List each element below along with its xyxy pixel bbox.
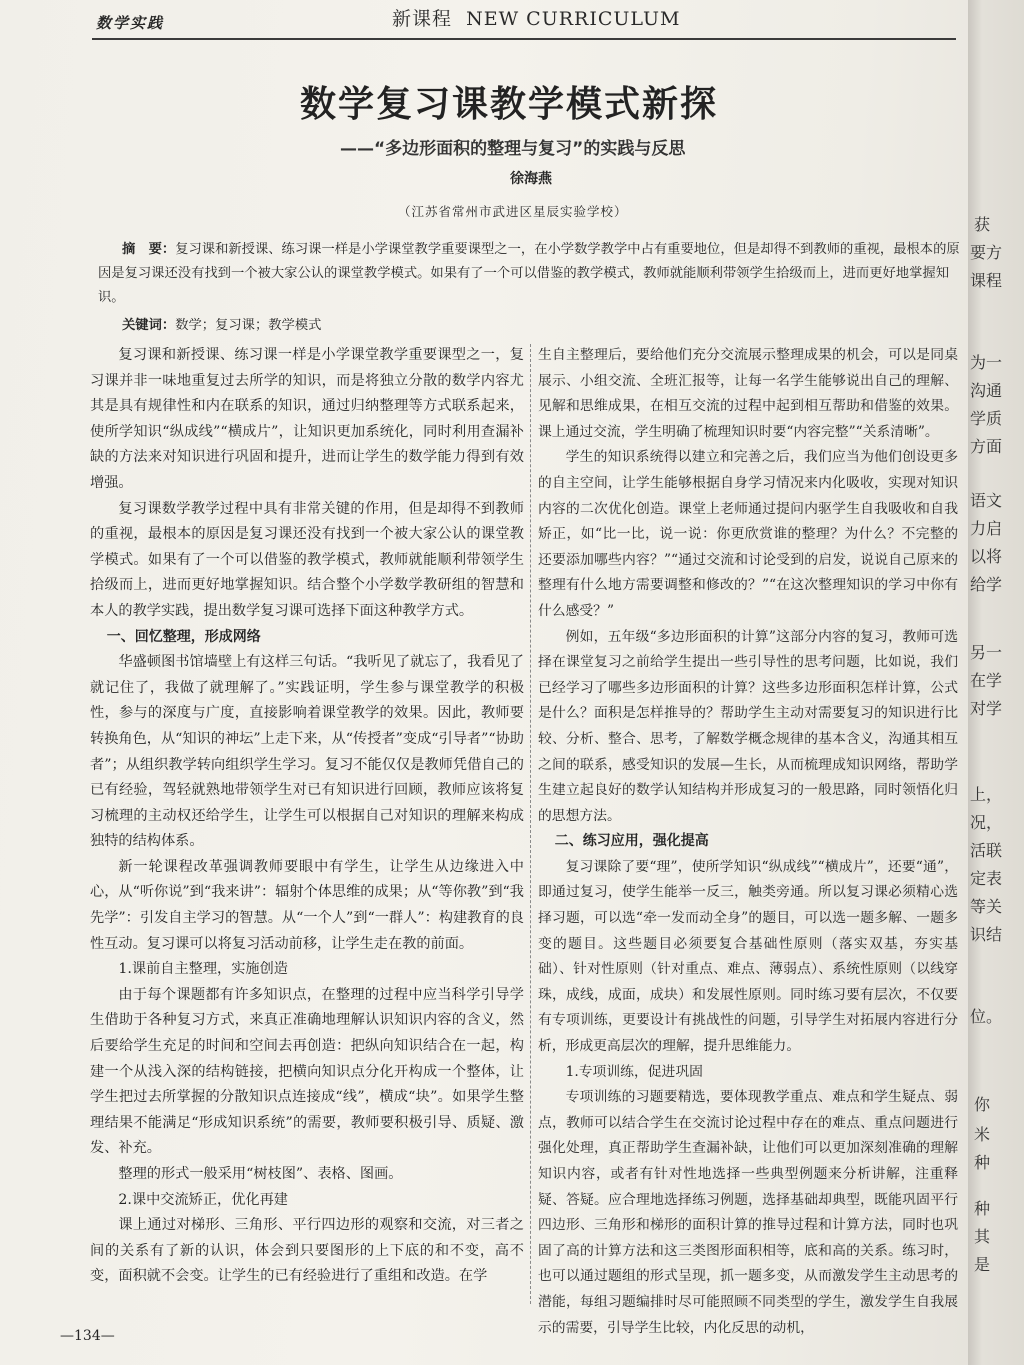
body-paragraph: 复习课和新授课、练习课一样是小学课堂教学重要课型之一，复习课并非一味地重复过去所学的知识，而是将独立分散的数学内容尤其是具有规律性和内在联系的知识，通过归纳整理等方式联系起来，使所学知识“纵成线”“横成片”，让知识更加系统化，同时利用查漏补缺的方法来对知识进行巩固和提升，进而让学生的数学能力得到有效增强。 — [90, 347, 524, 491]
body-paragraph: 华盛顿图书馆墙壁上有这样三句话。“我听见了就忘了，我看见了就记住了，我做了就理解了。”实践证明，学生参与课堂教学的积极性，参与的深度与广度，直接影响着课堂教学的效果。因此，教师要转换角色，从“知识的神坛”上走下来，从“传授者”变成“引导者”“协助者”；从组织教学转向组织学生学习。复习不能仅仅是教师凭借自己的已有经验，驾轻就熟地带领学生对已有知识进行回顾，教师应该将复习梳理的主动权还给学生，让学生可以根据自己对知识的理解来构成独特的结构体系。 — [90, 654, 524, 850]
article-title: 数学复习课教学模式新探 — [300, 84, 719, 125]
journal-header — [392, 4, 680, 31]
adjacent-page-text: 种 — [974, 1153, 991, 1172]
abstract-text: 复习课和新授课、练习课一样是小学课堂教学重要课型之一，在小学数学教学中占有重要地位，但是却得不到教师的重视，最根本的原因是复习课还没有找到一个被大家公认的课堂教学模式。如果有了一个可以借鉴的教学模式，教师就能顺利带领学生拾级而上，进而更好地掌握知识。 — [98, 242, 960, 305]
body-paragraph: 由于每个课题都有许多知识点，在整理的过程中应当科学引导学生借助于各种复习方式，来真正准确地理解认识知识内容的含义，然后要给学生充足的时间和空间去再创造：把纵向知识结合在一起，构建一个从浅入深的结构链接，把横向知识点分化开构成一个整体，让学生把过去所掌握的分散知识点连接成“线”，横成“块”。如果学生整理结果不能满足“形成知识系统”的需要，教师要积极引导、质疑、激发、补充。 — [90, 986, 524, 1157]
right-column — [538, 343, 958, 1341]
left-column — [90, 343, 524, 1290]
adjacent-page-text: 力启 — [970, 519, 1003, 538]
page-number: —134— — [60, 1328, 115, 1344]
body-paragraph: 生自主整理后，要给他们充分交流展示整理成果的机会，可以是同桌展示、小组交流、全班汇报等，让每一名学生能够说出自己的理解、见解和思维成果，在相互交流的过程中起到相互帮助和借鉴的效果。课上通过交流，学生明确了梳理知识时要“内容完整”“关系清晰”。 — [538, 347, 958, 440]
adjacent-page-text: 是 — [974, 1255, 991, 1274]
body-paragraph: 例如，五年级“多边形面积的计算”这部分内容的复习，教师可选择在课堂复习之前给学生提出一些引导性的思考问题，比如说，我们已经学习了哪些多边形面积的计算？这些多边形面积怎样计算，公式是什么？面积是怎样推导的？帮助学生主动对需要复习的知识进行比较、分析、整合、思考，了解数学概念规律的基本含义，沟通其相互之间的联系，感受知识的发展—生长，从而梳理成知识网络，帮助学生建立起良好的数学认知结构并形成复习的一般思路，同时领悟化归的思想方法。 — [538, 628, 958, 824]
adjacent-page-text: 给学 — [970, 575, 1003, 594]
keywords — [122, 314, 321, 333]
adjacent-page-text: 沟通 — [970, 381, 1003, 400]
section-heading: 二、练习应用，强化提高 — [554, 833, 709, 850]
subsection-heading: 2.课中交流矫正，优化再建 — [118, 1191, 288, 1208]
adjacent-page-text: 对学 — [970, 699, 1003, 718]
adjacent-page-text: 识结 — [970, 925, 1003, 944]
section-label: 数学实践 — [96, 14, 165, 32]
abstract — [98, 238, 960, 310]
adjacent-page-text: 其 — [974, 1227, 991, 1246]
adjacent-page-text: 定表 — [970, 869, 1003, 888]
body-paragraph: 新一轮课程改革强调教师要眼中有学生，让学生从边缘进入中心，从“听你说”到“我来讲”：辐射个体思维的成果；从“等你教”到“我先学”：引发自主学习的智慧。从“一个人”到“一群人”：构建教育的良性互动。复习课可以将复习活动前移，让学生走在教的前面。 — [90, 858, 524, 952]
adjacent-page-text: 等关 — [970, 897, 1003, 916]
adjacent-page-text: 上， — [970, 785, 1003, 804]
adjacent-page-text: 课程 — [970, 271, 1003, 290]
article-subtitle: ——“多边形面积的整理与复习”的实践与反思 — [340, 139, 686, 159]
adjacent-page-text: 活联 — [970, 841, 1003, 860]
body-paragraph: 复习课数学教学过程中具有非常关键的作用，但是却得不到教师的重视，最根本的原因是复习课还没有找到一个被大家公认的课堂教学模式。如果有了一个可以借鉴的教学模式，教师就能顺利带领学生拾级而上，进而更好地掌握知识。结合整个小学数学教研组的智慧和本人的教学实践，提出数学复习课可选择下面这种教学方式。 — [90, 500, 524, 619]
adjacent-page-text: 在学 — [970, 671, 1003, 690]
journal-name-en: NEW CURRICULUM — [466, 8, 681, 30]
body-paragraph: 学生的知识系统得以建立和完善之后，我们应当为他们创设更多的自主空间，让学生能够根据自身学习情况来内化吸收，实现对知识内容的二次优化创造。课堂上老师通过提问内驱学生自我吸收和自我矫正，如“比一比，说一说：你更欣赏谁的整理？为什么？不完整的还要添加哪些内容？”“通过交流和讨论受到的启发，说说自己原来的整理有什么地方需要调整和修改的？”“在这次整理知识的学习中你有什么感受？” — [538, 449, 958, 619]
adjacent-page-text: 另一 — [970, 643, 1003, 662]
adjacent-page-text: 为一 — [970, 353, 1003, 372]
body-paragraph: 专项训练的习题要精选，要体现教学重点、难点和学生疑点、弱点，教师可以结合学生在交流讨论过程中存在的难点、重点问题进行强化处理，真正帮助学生查漏补缺，让他们可以更加深刻准确的理解知识内容，或者有针对性地选择一些典型例题来分析讲解，注重释疑、答疑。应合理地选择练习例题，选择基础却典型，既能巩固平行四边形、三角形和梯形的面积计算的推导过程和计算方法，同时也巩固了高的计算方法和这三类图形面积相等，底和高的关系。练习时，也可以通过题组的形式呈现，抓一题多变，从而激发学生主动思考的潜能，每组习题编排时尽可能照顾不同类型的学生，激发学生自我展示的需要，引导学生比较，内化反思的动机， — [538, 1089, 958, 1336]
adjacent-page-text: 语文 — [970, 491, 1003, 510]
adjacent-page-text: 你 — [974, 1095, 991, 1114]
adjacent-page-text: 以将 — [970, 547, 1003, 566]
body-paragraph: 整理的形式一般采用“树枝图”、表格、图画。 — [118, 1166, 403, 1182]
adjacent-page-text: 米 — [974, 1125, 991, 1144]
adjacent-page-text: 要方 — [970, 243, 1003, 262]
section-heading: 一、回忆整理，形成网络 — [106, 628, 261, 645]
keywords-label: 关键词： — [122, 318, 176, 333]
article-author: 徐海燕 — [510, 171, 552, 187]
column-divider — [530, 344, 531, 1304]
subsection-heading: 1.课前自主整理，实施创造 — [118, 961, 288, 978]
journal-name: 新课程 — [392, 8, 453, 30]
adjacent-page-text: 种 — [974, 1199, 991, 1218]
adjacent-page-edge — [968, 0, 1024, 1365]
author-affiliation: （江苏省常州市武进区星辰实验学校） — [398, 204, 628, 219]
body-paragraph: 课上通过对梯形、三角形、平行四边形的观察和交流，对三者之间的关系有了新的认识，体会到只要图形的上下底的和不变，高不变，面积就不会变。让学生的已有经验进行了重组和改造。在学 — [90, 1217, 524, 1285]
header-rule — [92, 38, 956, 40]
subsection-heading: 1.专项训练，促进巩固 — [565, 1063, 703, 1080]
body-paragraph: 复习课除了要“理”，使所学知识“纵成线”“横成片”，还要“通”，即通过复习，使学生能举一反三，触类旁通。所以复习课必须精心选择习题，可以选“牵一发而动全身”的题目，可以选一题多解、一题多变的题目。这些题目必须要复合基础性原则（落实双基，夯实基础）、针对性原则（针对重点、难点、薄弱点）、系统性原则（以线穿珠，成线，成面，成块）和发展性原则。同时练习要有层次，不仅要有专项训练，更要设计有挑战性的问题，引导学生对拓展内容进行分析，形成更高层次的理解，提升思维能力。 — [538, 858, 958, 1055]
adjacent-page-text: 位。 — [970, 1007, 1003, 1026]
keywords-text: 数学；复习课；教学模式 — [175, 318, 322, 333]
adjacent-page-text: 方面 — [970, 437, 1003, 456]
adjacent-page-text: 学质 — [970, 409, 1003, 428]
adjacent-page-text: 获 — [974, 215, 991, 234]
abstract-label: 摘 要： — [122, 242, 176, 257]
adjacent-page-text: 况， — [970, 813, 1003, 832]
